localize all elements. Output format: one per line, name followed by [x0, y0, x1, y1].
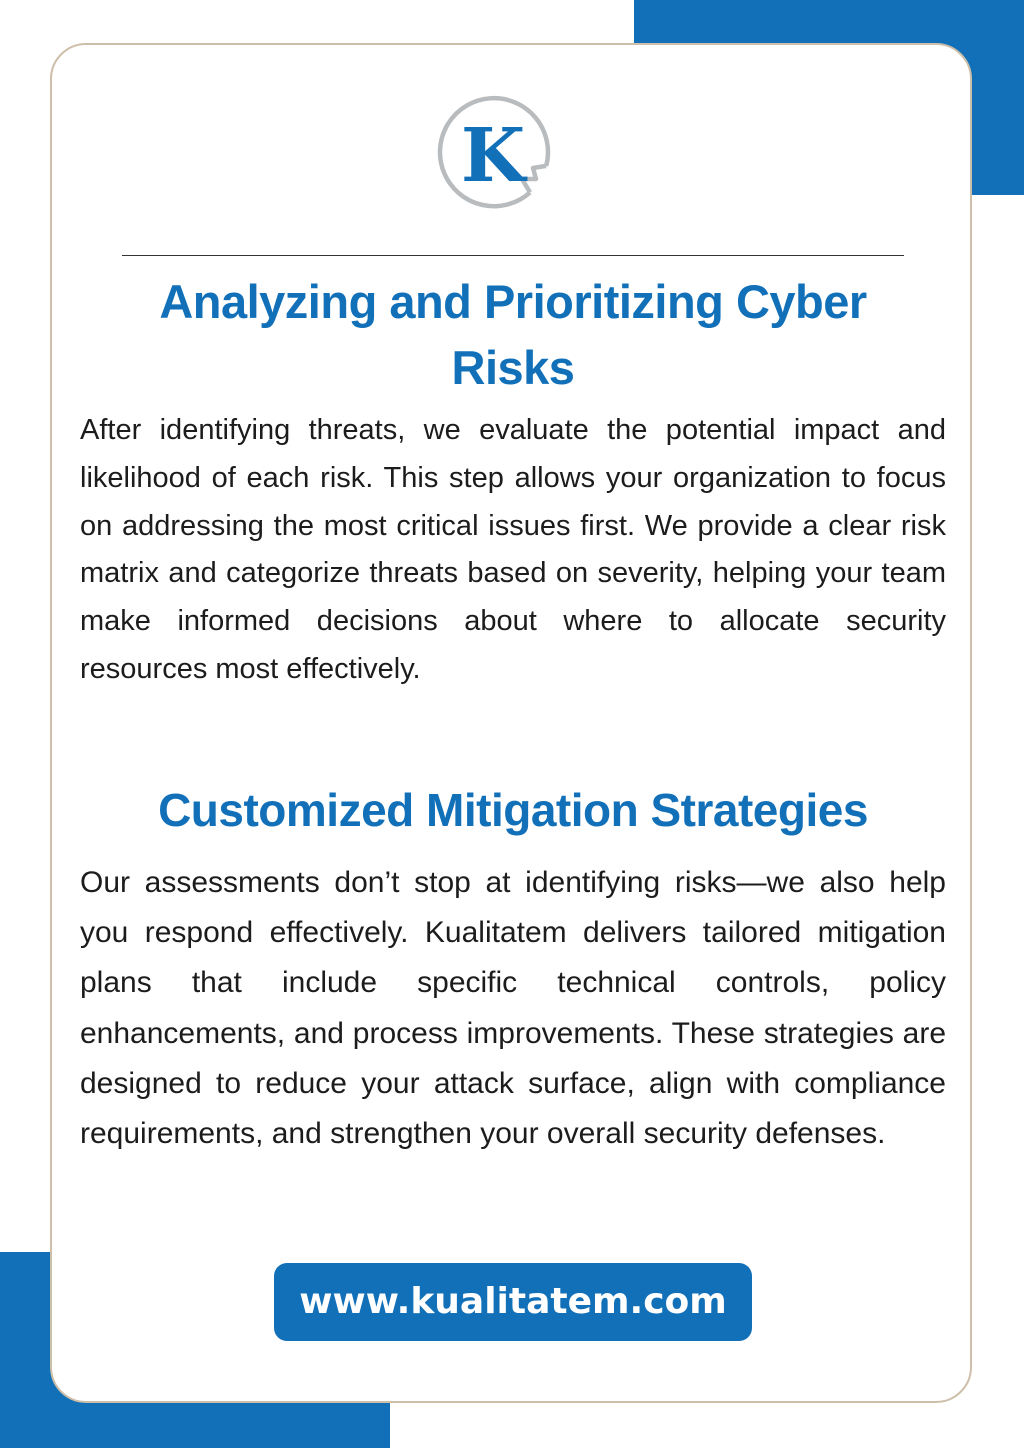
section-body-mitigation: Our assessments don’t stop at identifying risks—we also help you respond effectively. Kualitatem delivers tailored mitigation plans that include specific technical controls, policy enhancements, and process improvements. These strategies are designed to reduce your attack surface, align with compliance requirements, and strengthen your overall security defenses.: [80, 866, 946, 1151]
section-title-mitigation: Customized Mitigation Strategies: [158, 784, 868, 836]
website-url-button[interactable]: www.kualitatem.com: [274, 1263, 752, 1341]
section-body-analyzing: After identifying threats, we evaluate the potential impact and likelihood of each risk. This step allows your organization to focus on addressing the most critical issues first. We provide a clear risk matrix and categorize threats based on severity, helping your team make informed decisions about where to allocate security resources most effectively.: [80, 414, 946, 685]
section-title-analyzing: Analyzing and Prioritizing Cyber Risks: [159, 275, 867, 394]
title-divider: [122, 255, 904, 256]
content-card: [50, 43, 972, 1403]
kualitatem-k-logo-icon: [433, 93, 557, 217]
logo-letter: K: [460, 113, 526, 199]
